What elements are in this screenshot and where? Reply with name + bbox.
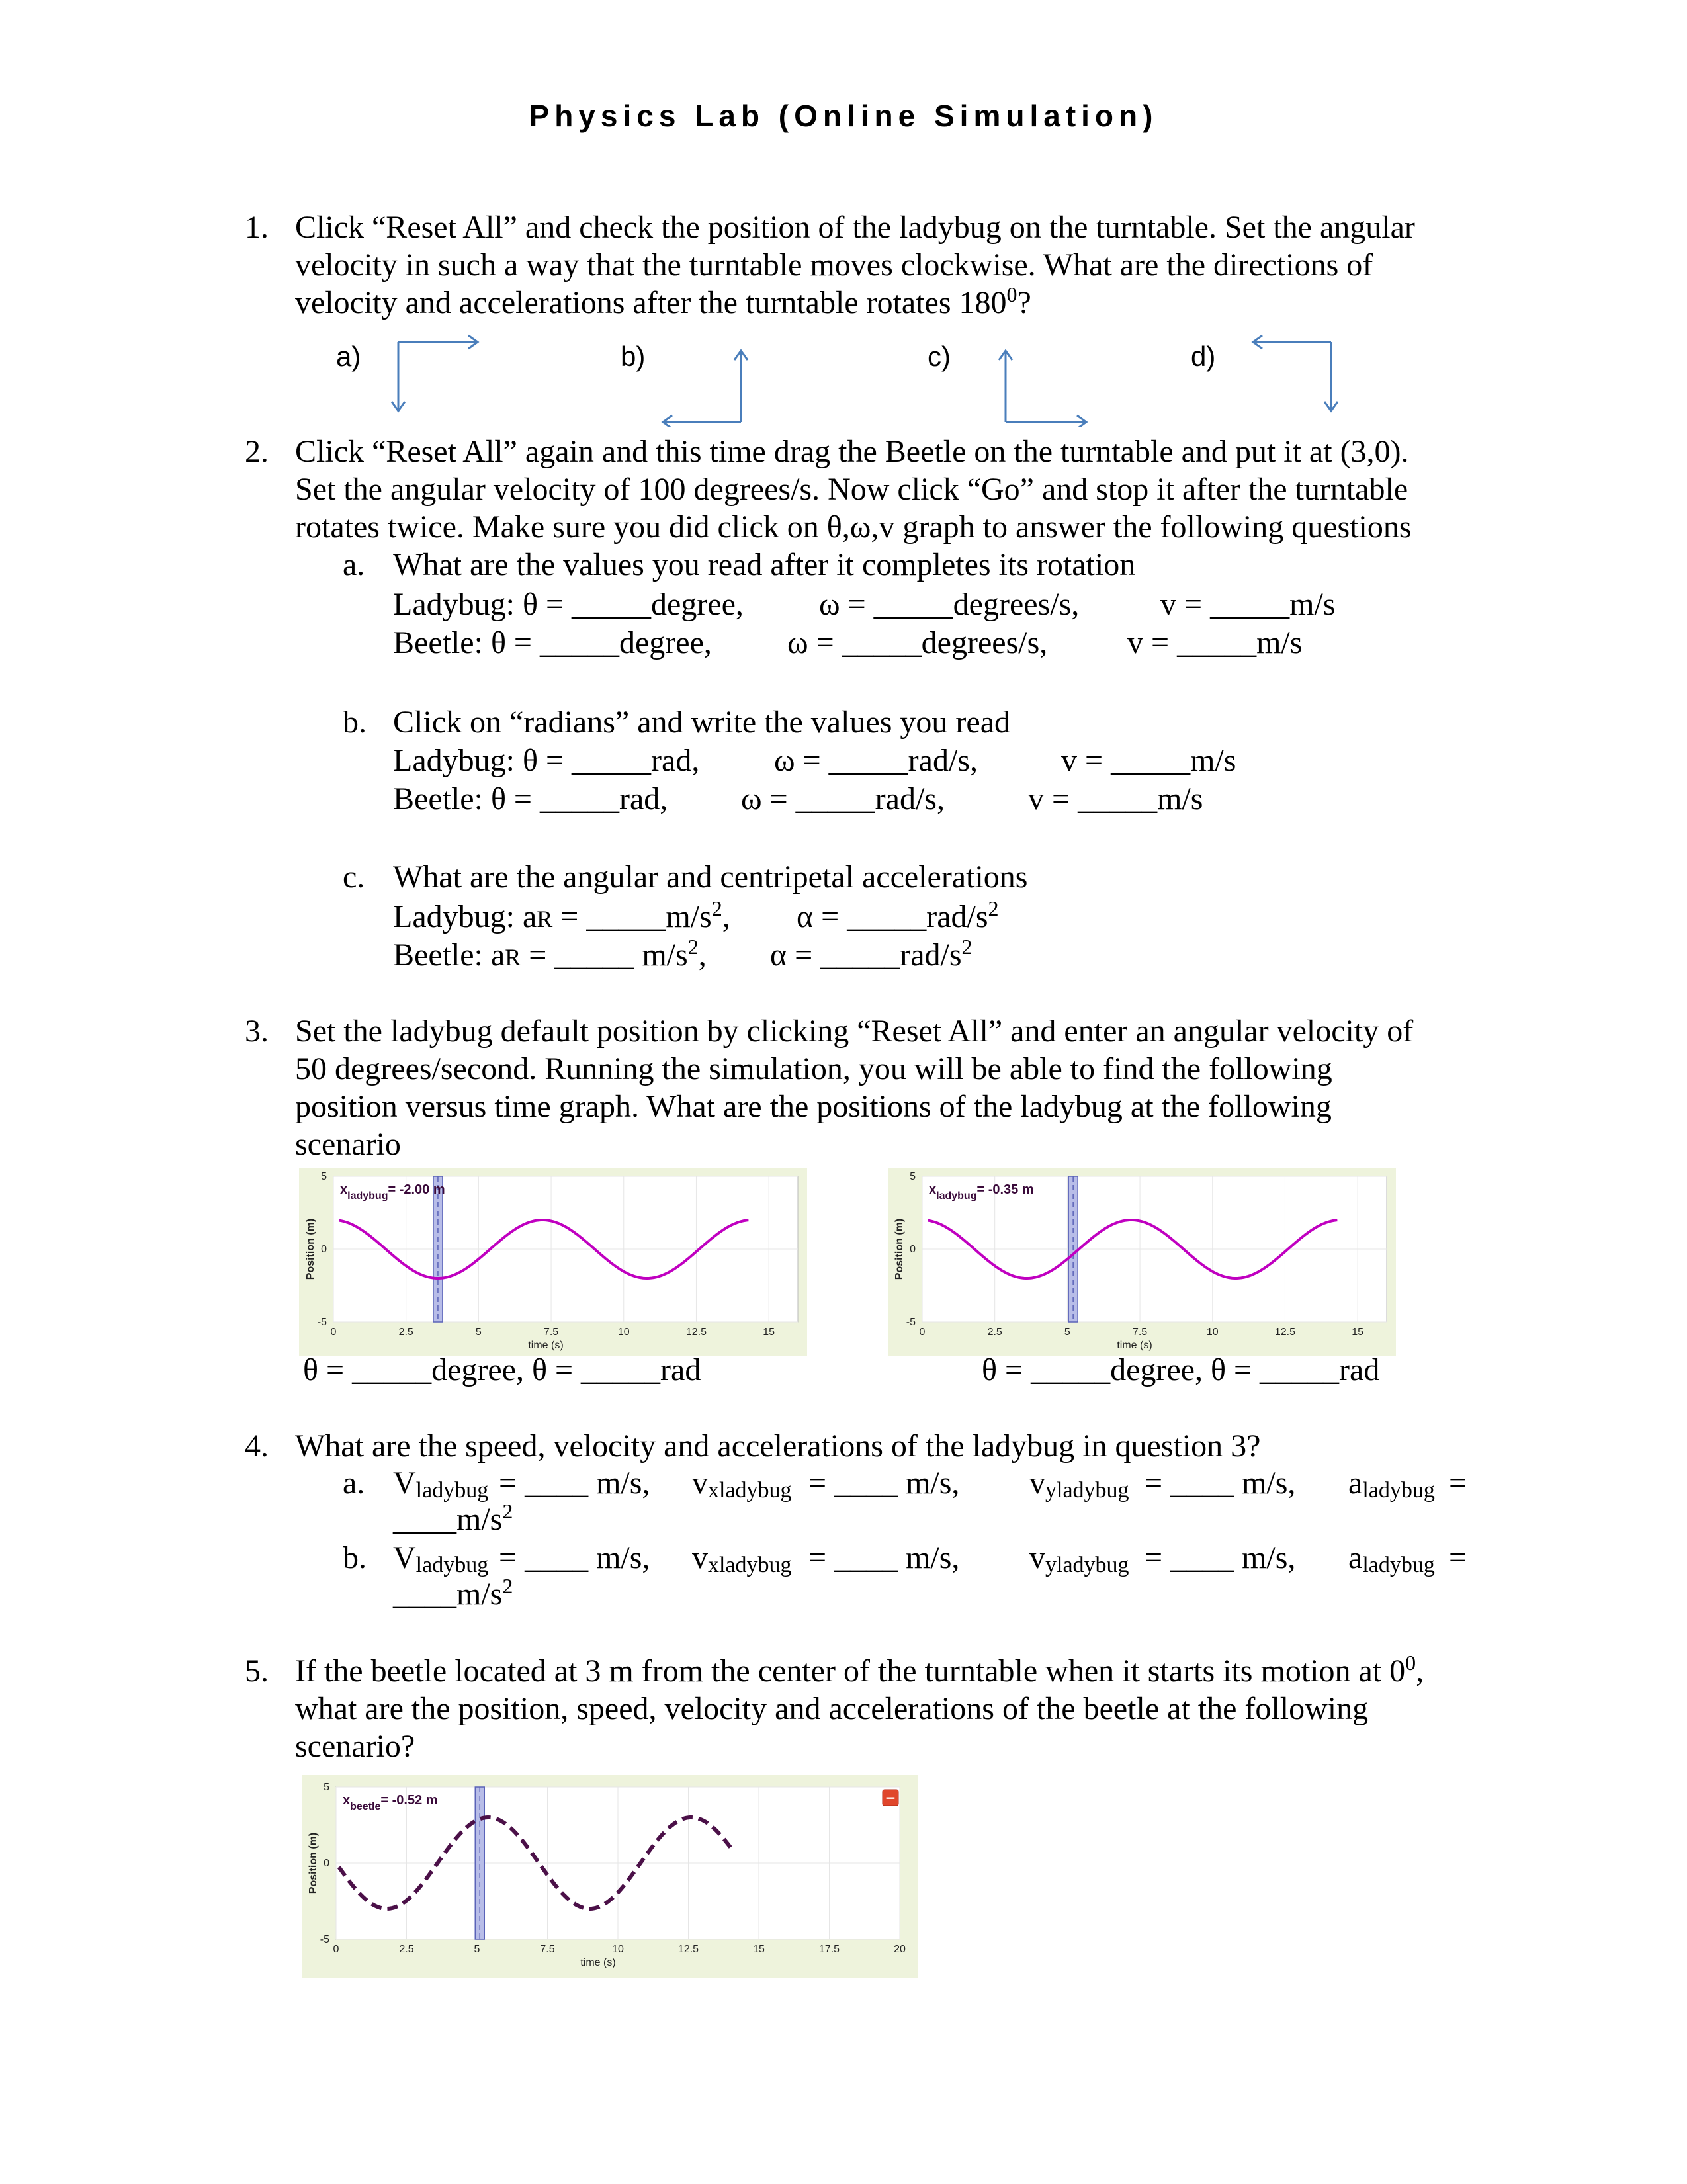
minus-icon: − <box>885 1790 896 1806</box>
x-tick-label: 10 <box>617 1327 630 1338</box>
speed-blank: Vladybug <box>393 1540 489 1577</box>
x-axis-label: time (s) <box>1117 1340 1152 1351</box>
x-tick-label: 20 <box>894 1944 906 1955</box>
sub-question-label: a. <box>343 547 365 582</box>
x-tick-label: 7.5 <box>1132 1327 1148 1338</box>
x-tick-label: 2.5 <box>399 1944 414 1955</box>
ladybug-ar-blank: Ladybug: aR = $\_\_\_\_\_m/s^2$, <box>393 896 730 934</box>
sub-question-label: b. <box>343 705 367 740</box>
y-tick-label: 5 <box>910 1171 916 1182</box>
acc-eq: = <box>1449 1465 1467 1501</box>
value-readout: $x_{beetle}= -0.52$ m <box>343 1793 438 1812</box>
option-c-arrows-icon <box>986 344 1105 427</box>
sub-question-label: b. <box>343 1540 367 1575</box>
x-tick-label: 5 <box>474 1944 480 1955</box>
option-d-label: d) <box>1191 341 1216 372</box>
y-tick-label: 0 <box>321 1244 327 1255</box>
x-tick-label: 10 <box>612 1944 624 1955</box>
question-number: 4. <box>245 1428 269 1463</box>
x-tick-label: 10 <box>1206 1327 1219 1338</box>
y-axis-label: Position (m) <box>305 1218 316 1280</box>
acc-eq: = <box>1449 1540 1467 1575</box>
acc-blank: aladybug <box>1348 1465 1435 1503</box>
beetle-position-graph <box>302 1775 918 1978</box>
y-tick-label: -5 <box>317 1317 327 1328</box>
x-tick-label: 7.5 <box>540 1944 555 1955</box>
question-number: 5. <box>245 1653 269 1688</box>
question-line: Click “Reset All” again and this time drag the Beetle on the turntable and put it at (3,0). <box>295 434 1409 469</box>
vy-blank: vyladybug <box>1029 1540 1129 1577</box>
option-b-arrows-icon <box>655 344 774 427</box>
vx-blank: vxladybug <box>692 1540 792 1577</box>
y-axis-label: Position (m) <box>894 1218 905 1280</box>
y-axis-label: Position (m) <box>308 1832 319 1894</box>
x-tick-label: 0 <box>919 1327 926 1338</box>
question-line: what are the position, speed, velocity and accelerations of the beetle at the following <box>295 1691 1369 1726</box>
x-tick-label: 12.5 <box>1274 1327 1296 1338</box>
position-time-chart <box>302 1775 918 1978</box>
answer-blank-left: θ = _____degree, θ = _____rad <box>303 1352 701 1387</box>
option-a-label: a) <box>336 341 361 372</box>
question-line: What are the speed, velocity and accelerations of the ladybug in question 3? <box>295 1428 1261 1463</box>
x-tick-label: 15 <box>1352 1327 1364 1338</box>
question-line: rotates twice. Make sure you did click on θ,ω,v graph to answer the following questions <box>295 509 1412 545</box>
y-tick-label: 5 <box>324 1782 329 1793</box>
x-tick-label: 2.5 <box>398 1327 413 1338</box>
speed-value: = ____ m/s, <box>499 1540 650 1575</box>
x-tick-label: 15 <box>753 1944 765 1955</box>
question-line: Click “Reset All” and check the position of the ladybug on the turntable. Set the angular <box>295 210 1415 245</box>
y-tick-label: -5 <box>906 1317 916 1328</box>
question-number: 1. <box>245 210 269 245</box>
question-number: 3. <box>245 1014 269 1049</box>
x-tick-label: 0 <box>333 1944 339 1955</box>
vy-blank: vyladybug <box>1029 1465 1129 1503</box>
beetle-theta-blank: Beetle: θ = _____rad, <box>393 781 668 816</box>
beetle-omega-blank: ω = _____rad/s, <box>741 781 945 816</box>
position-time-chart <box>299 1168 807 1356</box>
vy-value: = ____ m/s, <box>1145 1465 1296 1501</box>
question-number: 2. <box>245 434 269 469</box>
y-tick-label: 0 <box>324 1858 329 1869</box>
beetle-ar-blank: Beetle: aR = _____ $m/s^2$, <box>393 935 707 973</box>
ladybug-theta-blank: Ladybug: θ = _____rad, <box>393 743 700 778</box>
beetle-omega-blank: ω = _____degrees/s, <box>787 625 1048 660</box>
position-graph-1 <box>299 1168 807 1356</box>
acc-value: $\_\_\_\_m/s^2$ <box>393 1499 513 1537</box>
beetle-v-blank: v = _____m/s <box>1028 781 1203 816</box>
answer-blank-right: θ = _____degree, θ = _____rad <box>982 1352 1380 1387</box>
value-readout: $x_{ladybug}= -0.35$ m <box>929 1182 1034 1201</box>
x-tick-label: 12.5 <box>677 1944 699 1955</box>
y-tick-label: 0 <box>910 1244 916 1255</box>
page-title: Physics Lab (Online Simulation) <box>529 99 1158 133</box>
beetle-alpha-blank: $\alpha = \_\_\_\_\_rad/s^2$ <box>770 935 973 973</box>
question-line: scenario? <box>295 1729 415 1764</box>
beetle-v-blank: v = _____m/s <box>1127 625 1303 660</box>
x-tick-label: 5 <box>475 1327 482 1338</box>
vx-value: = ____ m/s, <box>808 1540 960 1575</box>
position-graph-2 <box>888 1168 1396 1356</box>
speed-value: = ____ m/s, <box>499 1465 650 1501</box>
y-tick-label: -5 <box>320 1934 329 1945</box>
question-line: Set the angular velocity of 100 degrees/s. Now click “Go” and stop it after the turntable <box>295 472 1408 507</box>
question-line: velocity in such a way that the turntable moves clockwise. What are the directions of <box>295 247 1373 283</box>
question-line: scenario <box>295 1127 401 1162</box>
option-c-label: c) <box>928 341 951 372</box>
sub-question-label: c. <box>343 859 365 895</box>
x-axis-label: time (s) <box>580 1957 616 1968</box>
x-tick-label: 15 <box>763 1327 775 1338</box>
sub-question-text: Click on “radians” and write the values you read <box>393 705 1010 740</box>
option-a-arrows-icon <box>370 328 490 420</box>
x-tick-label: 17.5 <box>818 1944 840 1955</box>
ladybug-alpha-blank: $\alpha = \_\_\_\_\_rad/s^2$ <box>797 896 999 934</box>
vy-value: = ____ m/s, <box>1145 1540 1296 1575</box>
vx-blank: vxladybug <box>692 1465 792 1503</box>
x-tick-label: 0 <box>330 1327 337 1338</box>
acc-value: $\_\_\_\_m/s^2$ <box>393 1574 513 1612</box>
speed-blank: Vladybug <box>393 1465 489 1503</box>
ladybug-omega-blank: ω = _____degrees/s, <box>819 587 1080 622</box>
position-time-chart <box>888 1168 1396 1356</box>
question-line: position versus time graph. What are the positions of the ladybug at the following <box>295 1089 1332 1124</box>
sub-question-text: What are the angular and centripetal accelerations <box>393 859 1028 895</box>
x-tick-label: 7.5 <box>543 1327 559 1338</box>
x-tick-label: 2.5 <box>987 1327 1002 1338</box>
sub-question-label: a. <box>343 1465 365 1501</box>
beetle-theta-blank: Beetle: θ = _____degree, <box>393 625 712 660</box>
question-line: Set the ladybug default position by clicking “Reset All” and enter an angular velocity of <box>295 1014 1414 1049</box>
value-readout: $x_{ladybug}= -2.00$ m <box>340 1182 445 1201</box>
vx-value: = ____ m/s, <box>808 1465 960 1501</box>
y-tick-label: 5 <box>321 1171 327 1182</box>
x-axis-label: time (s) <box>528 1340 564 1351</box>
question-line: velocity and accelerations after the turntable rotates $180^0$? <box>295 283 1031 320</box>
ladybug-v-blank: v = _____m/s <box>1160 587 1336 622</box>
acc-blank: aladybug <box>1348 1540 1435 1577</box>
x-tick-label: 12.5 <box>685 1327 707 1338</box>
option-b-label: b) <box>621 341 646 372</box>
question-line: If the beetle located at 3 m from the center of the turntable when it starts its motion at $0^0$, <box>295 1651 1424 1688</box>
sub-question-text: What are the values you read after it completes its rotation <box>393 547 1136 582</box>
ladybug-omega-blank: ω = _____rad/s, <box>774 743 978 778</box>
ladybug-v-blank: v = _____m/s <box>1061 743 1236 778</box>
option-d-arrows-icon <box>1244 328 1356 420</box>
x-tick-label: 5 <box>1064 1327 1070 1338</box>
ladybug-theta-blank: Ladybug: θ = _____degree, <box>393 587 744 622</box>
question-line: 50 degrees/second. Running the simulation, you will be able to find the following <box>295 1051 1332 1086</box>
